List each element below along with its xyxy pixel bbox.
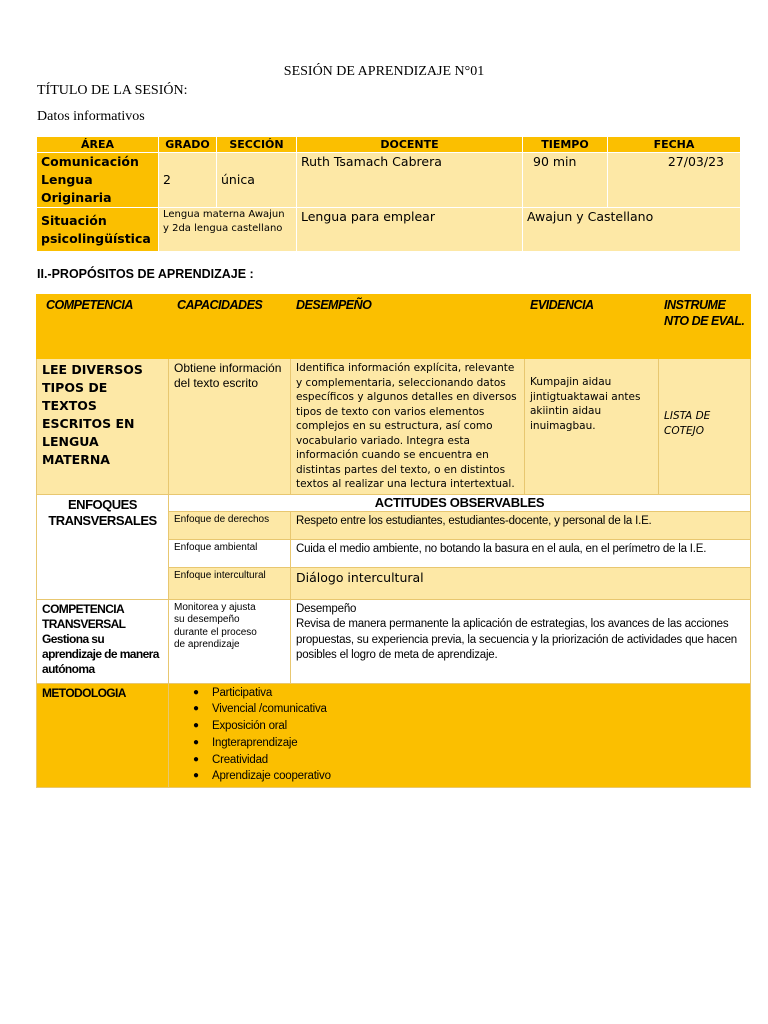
bullet-icon: ●: [193, 686, 199, 698]
desempeno-cell: Identifica información explícita, relevante y complementaria, seleccionando datos específicos y algunos detalles en diversos tipos de texto con varios elementos complejos en su estructura, así como vocabulario variado. Integra esta información cuando se encuentra en distintas partes del texto, o en distintos textos al realizar una lectura intertextual.: [291, 359, 525, 495]
propositos-table: [36, 294, 751, 788]
metodologia-list: [193, 685, 745, 786]
enfoque-ambiental-actitud: Cuida el medio ambiente, no botando la basura en el aula, en el perímetro de la I.E.: [291, 539, 751, 567]
ct-title-line1: COMPETENCIA TRANSVERSAL: [42, 601, 126, 631]
section-2-title: II.-PROPÓSITOS DE APRENDIZAJE :: [37, 267, 254, 281]
metodologia-item-text: Participativa: [212, 686, 273, 699]
info-table: [36, 136, 741, 252]
enfoques-header-row: [37, 494, 751, 511]
competencia-cell: LEE DIVERSOS TIPOS DE TEXTOS ESCRITOS EN LENGUA MATERNA: [37, 359, 169, 495]
enfoque-ambiental-label: Enfoque ambiental: [169, 539, 291, 567]
lengua-emplear-label: Lengua para emplear: [297, 208, 523, 252]
enfoque-derechos-label: Enfoque de derechos: [169, 511, 291, 539]
info-fecha-value: 27/03/23: [608, 153, 741, 208]
info-tiempo-value: 90 min: [523, 153, 608, 208]
metodologia-item: [193, 718, 745, 735]
metodologia-item: [193, 701, 745, 718]
bullet-icon: ●: [193, 703, 199, 715]
header-desempeno: DESEMPEÑO: [291, 295, 525, 359]
header-competencia: COMPETENCIA: [37, 295, 169, 359]
info-grado-value: [159, 153, 217, 208]
info-header-tiempo: TIEMPO: [523, 137, 608, 153]
info-header-seccion: SECCIÓN: [217, 137, 297, 153]
session-title-label: TÍTULO DE LA SESIÓN:: [37, 83, 188, 98]
evidencia-cell: Kumpajin aidau jintigtuaktawai antes akiintin aidau inuimagbau.: [525, 359, 659, 495]
metodologia-list-cell: [169, 683, 751, 788]
ct-title-line2: Gestiona su aprendizaje de manera autónoma: [42, 631, 159, 676]
info-row-1: [37, 153, 741, 208]
document-title: SESIÓN DE APRENDIZAJE N°01: [283, 64, 485, 79]
metodologia-item-text: Exposición oral: [212, 720, 287, 733]
bullet-icon: ●: [193, 753, 199, 765]
metodologia-item-text: Ingteraprendizaje: [212, 736, 298, 749]
situacion-value: Lengua materna Awajun y 2da lengua castellano: [159, 208, 297, 252]
info-area-value: Comunicación Lengua Originaria: [37, 153, 159, 208]
propositos-row: [37, 359, 751, 495]
metodologia-title: METODOLOGIA: [37, 683, 169, 788]
enfoque-derechos-actitud: Respeto entre los estudiantes, estudiantes-docente, y personal de la I.E.: [291, 511, 751, 539]
competencia-transversal-title: [37, 599, 169, 683]
bullet-icon: ●: [193, 770, 199, 782]
info-header-fecha: FECHA: [608, 137, 741, 153]
enfoque-intercultural-actitud: Diálogo intercultural: [291, 567, 751, 599]
metodologia-item-text: Vivencial /comunicativa: [212, 703, 327, 716]
seccion-text: única: [221, 172, 255, 187]
competencia-transversal-row: [37, 599, 751, 683]
enfoques-title: ENFOQUES TRANSVERSALES: [37, 494, 169, 599]
info-docente-value: Ruth Tsamach Cabrera: [297, 153, 523, 208]
info-seccion-value: [217, 153, 297, 208]
info-header-grado: GRADO: [159, 137, 217, 153]
metodologia-row: [37, 683, 751, 788]
ct-desempeno: [291, 599, 751, 683]
bullet-icon: ●: [193, 736, 199, 748]
header-instrumento: INSTRUME NTO DE EVAL.: [659, 295, 751, 359]
ct-desempeno-label: Desempeño: [296, 602, 357, 615]
metodologia-item: [193, 735, 745, 752]
metodologia-item-text: Creatividad: [212, 753, 268, 766]
enfoque-intercultural-label: Enfoque intercultural: [169, 567, 291, 599]
header-evidencia: EVIDENCIA: [525, 295, 659, 359]
instrumento-cell: LISTA DE COTEJO: [659, 359, 751, 495]
ct-desempeno-text: Revisa de manera permanente la aplicación de estrategias, los avances de las acciones propuestas, su experiencia previa, la secuencia y la priorización de actividades que hacen posibles el logro de meta de aprendizaje.: [296, 618, 737, 661]
grado-text: 2: [163, 172, 171, 187]
bullet-icon: ●: [193, 720, 199, 732]
actitudes-title: ACTITUDES OBSERVABLES: [169, 494, 751, 511]
info-row-2: [37, 208, 741, 252]
lengua-emplear-value: Awajun y Castellano: [523, 208, 741, 252]
metodologia-item-text: Aprendizaje cooperativo: [212, 770, 331, 783]
ct-capacidad: Monitorea y ajusta su desempeño durante el proceso de aprendizaje: [169, 599, 291, 683]
datos-informativos-label: Datos informativos: [37, 109, 145, 124]
metodologia-item: [193, 768, 745, 785]
metodologia-item: [193, 685, 745, 702]
info-header-area: ÁREA: [37, 137, 159, 153]
situacion-label: Situación psicolingüística: [37, 208, 159, 252]
info-header-row: [37, 137, 741, 153]
capacidad-cell: Obtiene información del texto escrito: [169, 359, 291, 495]
header-capacidades: CAPACIDADES: [169, 295, 291, 359]
info-header-docente: DOCENTE: [297, 137, 523, 153]
metodologia-item: [193, 752, 745, 769]
propositos-header-row: [37, 295, 751, 359]
